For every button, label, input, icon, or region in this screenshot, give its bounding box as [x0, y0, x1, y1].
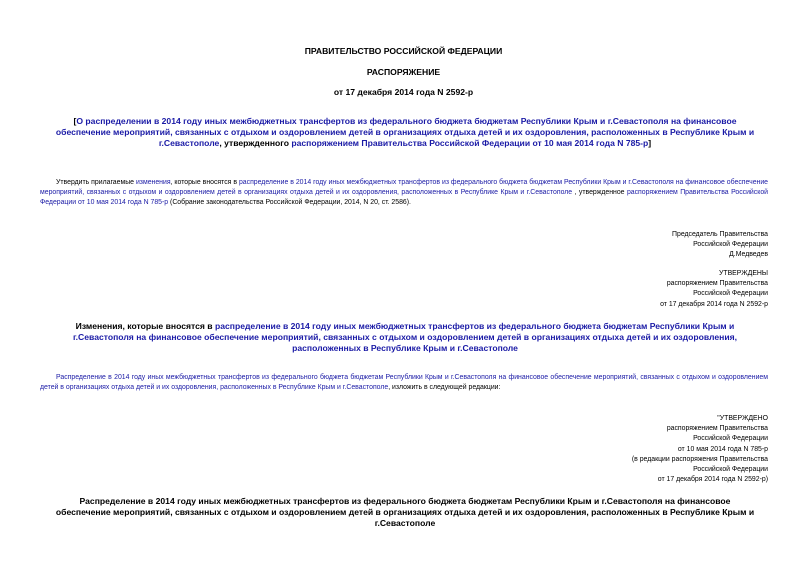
approved2-line-5: (в редакции распоряжения Правительства — [631, 455, 768, 463]
approved2-line-2: распоряжением Правительства — [666, 425, 768, 433]
signature-line-3: Д.Медведев — [729, 251, 768, 259]
body1-link-distribution[interactable]: распределение в 2014 году иных межбюджетных трансфертов из федерального бюджета бюджетам Республики Крым и г.Севастополя на финансовое обеспечение мероприятий, связанных с отдыхом и оздоровлением детей в организациях отдыха детей и их оздоровления, расположенных в Республике Крым и г.Севастополе — [40, 179, 769, 197]
changes-heading-text: Изменения, которые вносятся в — [75, 321, 215, 331]
distribution-heading: Распределение в 2014 году иных межбюджетных трансфертов из федерального бюджета бюджетам Республики Крым и г.Севастополя на финансовое обеспечение мероприятий, связанных с отдыхом и оздоровлением детей в организациях отдыха детей и их оздоровления, расположенных в Республике Крым и г.Севастополе — [55, 496, 755, 528]
header-doc-type: РАСПОРЯЖЕНИЕ — [366, 67, 441, 77]
approved1-line-1: УТВЕРЖДЕНЫ — [719, 270, 768, 277]
approved2-line-3: Российской Федерации — [693, 435, 768, 443]
title-open: [ — [73, 116, 77, 126]
title-close: ] — [648, 138, 652, 148]
body1-link-changes[interactable]: изменения — [135, 179, 171, 186]
body1-text-3: , утвержденное — [572, 189, 627, 197]
changes-heading — [52, 321, 758, 354]
approved2-line-1: "УТВЕРЖДЕНО — [717, 415, 768, 422]
approved2-line-6: Российской Федерации — [693, 466, 768, 474]
approved1-line-3: Российской Федерации — [693, 290, 768, 298]
signature-line-2: Российской Федерации — [693, 241, 768, 249]
approved-block-1 — [500, 269, 768, 310]
body1-text-1: Утвердить прилагаемые — [56, 179, 136, 186]
approved1-line-4: от 17 декабря 2014 года N 2592-р — [660, 300, 768, 308]
body-paragraph-2 — [40, 373, 768, 393]
body2-link-distribution[interactable]: Распределение в 2014 году иных межбюджетных трансфертов из федерального бюджета бюджетам Республики Крым и г.Севастополя на финансовое обеспечение мероприятий, связанных с отдыхом и оздоровлением детей в организациях отдыха детей и их оздоровления, расположенных в Республике Крым и г.Севастополе — [40, 374, 768, 392]
title-link-785[interactable]: распоряжением Правительства Российской Федерации от 10 мая 2014 года N 785-р — [291, 138, 649, 148]
approved2-line-4: от 10 мая 2014 года N 785-р — [677, 445, 768, 453]
signature-block — [500, 230, 768, 261]
changes-heading-link[interactable]: распределение в 2014 году иных межбюджетных трансфертов из федерального бюджета бюджетам Республики Крым и г.Севастополя на финансовое обеспечение мероприятий, связанных с отдыхом и оздоровлением детей в организациях отдыха детей и их оздоровления, расположенных в Республике Крым и г.Севастополе — [72, 321, 738, 353]
body1-text-4: (Собрание законодательства Российской Федерации, 2014, N 20, ст. 2586). — [168, 199, 411, 207]
approved-block-2 — [500, 414, 768, 485]
title-mid: , утвержденного — [219, 138, 292, 148]
body1-text-2: , которые вносятся в — [170, 179, 239, 186]
body1-link-order-785[interactable]: распоряжением Правительства Российской Федерации от 10 мая 2014 года N 785-р — [40, 189, 768, 207]
body-paragraph-1 — [40, 178, 768, 209]
header-org: ПРАВИТЕЛЬСТВО РОССИЙСКОЙ ФЕДЕРАЦИИ — [304, 46, 503, 56]
header-date-number: от 17 декабря 2014 года N 2592-р — [333, 87, 474, 97]
body2-text: , изложить в следующей редакции: — [388, 384, 501, 392]
title-link[interactable]: О распределении в 2014 году иных межбюджетных трансфертов из федерального бюджета бюджетам Республики Крым и г.Севастополя на финансовое обеспечение мероприятий, связанных с отдыхом и оздоровлением детей в организациях отдыха детей и их оздоровления, расположенных в Республике Крым и г.Севастополе — [55, 116, 755, 148]
approved2-line-7: от 17 декабря 2014 года N 2592-р) — [657, 476, 768, 484]
document-title — [52, 116, 758, 149]
signature-line-1: Председатель Правительства — [672, 231, 768, 238]
approved1-line-2: распоряжением Правительства — [666, 280, 768, 288]
